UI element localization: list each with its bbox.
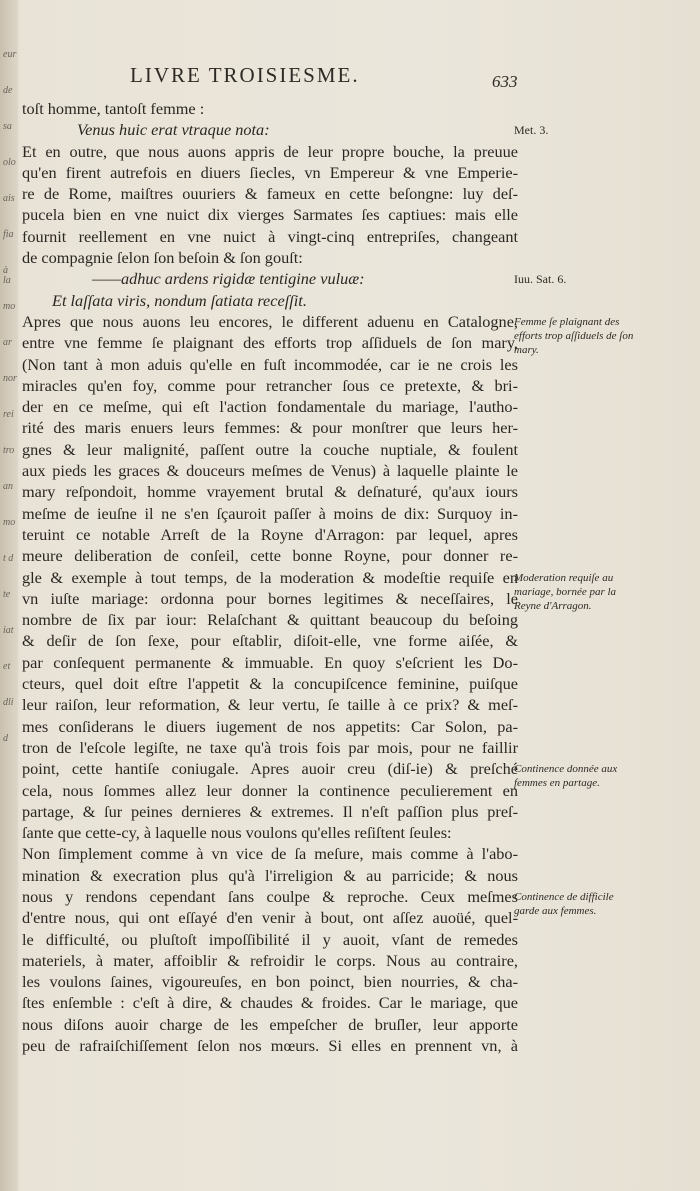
gutter-fragment: nor xyxy=(3,373,17,384)
text-line: d'entre nous, qui ont eſſayé d'en venir à bout, ont aſſez auoüé, quel- xyxy=(22,908,518,928)
text-line: rité des maris enuers leurs femmes: & pour monſtrer que leurs her- xyxy=(22,418,518,438)
text-line: Non ſimplement comme à vn vice de ſa meſure, mais comme à l'abo- xyxy=(22,844,518,864)
text-line: materiels, à mater, affoiblir & refroidir le corps. Nous au contraire, xyxy=(22,950,518,970)
text-line: peu de rafraiſchiſſement ſelon nos mœurs. Si elles en prennent vn, à xyxy=(22,1036,518,1056)
text-line: meſme de ieuſne il ne s'en ſçauroit paſſer à moins de dix: Surquoy in- xyxy=(22,503,518,523)
gutter-fragment: de xyxy=(3,85,13,96)
text-line: & deſir de ſon ſexe, pour eſtablir, diſoit-elle, vne forme aiſée, & xyxy=(22,631,518,651)
text-line: vn iuſte mariage: ordonna pour bornes legitimes & neceſſaires, le xyxy=(22,588,518,608)
gutter-fragment: olo xyxy=(3,157,16,168)
text-line: re de Rome, maiſtres ouuriers & fameux en cette beſongne: luy deſ- xyxy=(22,184,518,204)
text-line: meure deliberation de conſeil, cette bonne Royne, pour donner re- xyxy=(22,546,518,566)
text-line: nombre de ſix par iour: Relaſchant & quittant beaucoup du beſoing xyxy=(22,610,518,630)
text-line: tron de l'eſcole legiſte, ne taxe qu'à trois fois par mois, pour ne faillir xyxy=(22,737,518,757)
text-line: Et laſſata viris, nondum ſatiata receſſit. xyxy=(52,290,307,310)
gutter-fragment: sa xyxy=(3,121,12,132)
gutter-fragment: mo xyxy=(3,301,16,312)
margin-note: Met. 3. xyxy=(514,123,549,138)
text-line: partage, & ſur peines dernieres & extremes. Il n'eſt paſſion plus preſ- xyxy=(22,801,518,821)
text-line: nous diſons auoir charge de les empeſcher de bruſler, leur apporte xyxy=(22,1014,518,1034)
text-line: mes conſiderans le diuers iugement de nos appetits: Car Solon, pa- xyxy=(22,716,518,736)
text-line: ſante que cette-cy, à laquelle nous voulons qu'elles reſiſtent ſeules: xyxy=(22,823,452,843)
text-line: fournit reellement en vne nuict à vingt-cinq entrepriſes, changeant xyxy=(22,226,518,246)
text-line: mary reſpondoit, homme vrayement brutal & deſnaturé, qu'aux iours xyxy=(22,482,518,502)
text-line: cteurs, quel doit eſtre l'appetit & la concupiſcence feminine, puiſque xyxy=(22,674,518,694)
text-line: le difficulté, ou pluſtoſt impoſſibilité il y auoit, vſant de remedes xyxy=(22,929,518,949)
text-line: leur raiſon, leur reformation, & leur vertu, ſe taille à ce prix? & meſ- xyxy=(22,695,518,715)
text-line: mination & execration plus qu'à l'irreligion & au parricide; & nous xyxy=(22,865,518,885)
text-line: Apres que nous auons leu encores, le different aduenu en Catalogne, xyxy=(22,311,518,331)
gutter-fragment: eur xyxy=(3,49,17,60)
gutter-fragment: te xyxy=(3,589,11,600)
text-line: cela, nous ſommes allez leur donner la continence peculierement en xyxy=(22,780,518,800)
page-number: 633 xyxy=(492,72,518,91)
gutter-fragment: tro xyxy=(3,445,15,456)
gutter-fragment: ar xyxy=(3,337,12,348)
text-line: qu'en firent autrefois en diuers ſiecles, vn Empereur & vne Emperie- xyxy=(22,162,518,182)
margin-note: Continence donnée aux femmes en partage. xyxy=(514,763,618,790)
gutter-fragment: à la xyxy=(3,265,11,286)
text-line: aux pieds les graces & douceurs meſmes de Venus) à laquelle plainte le xyxy=(22,461,518,481)
gutter-fragment: fia xyxy=(3,229,14,240)
text-line: point, cette hantiſe coniugale. Apres auoir creu (diſ-ie) & preſché xyxy=(22,759,518,779)
text-line: ——adhuc ardens rigidæ tentigine vuluæ: xyxy=(92,269,365,289)
gutter-fragment: iat xyxy=(3,625,14,636)
text-line: gle & exemple à tout temps, de la moderation & modeſtie requiſe en xyxy=(22,567,518,587)
text-line: teruint ce notable Arreſt de la Royne d'Arragon: par lequel, apres xyxy=(22,524,518,544)
text-line: nous y rendons cependant ſans coulpe & reproche. Ceux meſmes xyxy=(22,886,518,906)
text-line: ſtes enſemble : c'eſt à dire, & chaudes & froides. Car le mariage, que xyxy=(22,993,518,1013)
gutter-fragment: rei xyxy=(3,409,14,420)
text-line: gnes & leur malignité, paſſent outre la couche nuptiale, & foulent xyxy=(22,439,518,459)
text-line: (Non tant à mon aduis qu'elle en fuſt incommodée, car ie ne crois les xyxy=(22,354,518,374)
text-line: de compagnie ſelon ſon beſoin & ſon gouſt: xyxy=(22,248,303,268)
margin-note: Continence de difficile garde aux femmes. xyxy=(514,891,614,918)
margin-note: Moderation requiſe au mariage, bornée par la Reyne d'Arragon. xyxy=(514,571,617,612)
margin-note: Femme ſe plaignant des efforts trop aſſiduels de ſon mary. xyxy=(514,316,634,356)
gutter-fragment: ais xyxy=(3,193,15,204)
text-line: Et en outre, que nous auons appris de leur propre bouche, la preuue xyxy=(22,141,518,161)
text-line: pucela bien en vne nuict dix vierges Sarmates ſes captiues: mais elle xyxy=(22,205,518,225)
text-line: entre vne femme ſe plaignant des efforts trop aſſiduels de ſon mary, xyxy=(22,333,518,353)
text-line: toſt homme, tantoſt femme : xyxy=(22,99,205,118)
gutter-fragment: mo xyxy=(3,517,16,528)
text-line: der en ce meſme, qui eſt l'action fondamentale du mariage, l'autho- xyxy=(22,397,518,417)
text-line: les voulons ſaines, vigoureuſes, en bon poinct, bien nourries, & cha- xyxy=(22,972,518,992)
text-line: Venus huic erat vtraque nota: xyxy=(77,120,270,140)
gutter-fragment: d xyxy=(3,733,8,744)
body-text xyxy=(22,98,518,1056)
text-line: miracles qu'en foy, comme pour retrancher ſous ce pretexte, & bri- xyxy=(22,375,518,395)
gutter-fragment: t d xyxy=(3,553,14,564)
gutter-fragment: et xyxy=(3,661,11,672)
gutter-fragment: an xyxy=(3,481,13,492)
text-line: par conſequent permanente & immuable. En quoy s'eſcrient les Do- xyxy=(22,652,518,672)
margin-note: Iuu. Sat. 6. xyxy=(514,272,567,287)
gutter-fragment: dli xyxy=(3,697,14,708)
facing-page-gutter xyxy=(0,0,18,1191)
running-head: LIVRE TROISIESME. xyxy=(130,63,360,87)
